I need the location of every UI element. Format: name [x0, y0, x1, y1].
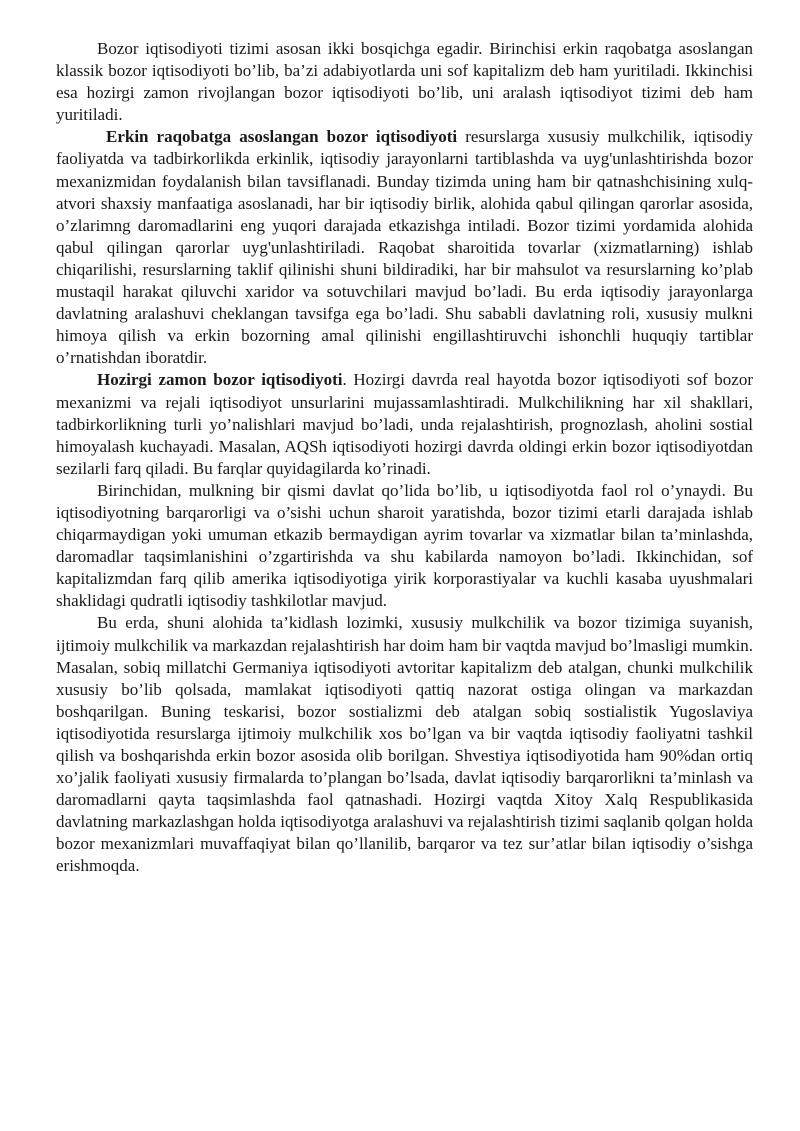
paragraph-modern-market-text: . Hozirgi davrda real hayotda bozor iqtisodiyoti sof bozor mexanizmi va rejali iqtisodiyot unsurlarini mujassamlashtiradi. Mulkchilikning har xil shakllari, tadbirkorlikning turli yo’nalishlari mavjud bo’ladi, unda rejalashtirish, prognozlash, aholini sostial himoyalash kuchayadi. Masalan, AQSh iqtisodiyoti hozirgi davrda oldingi erkin bozor iqtisodiyotdan sezilarli farq qiladi. Bu farqlar quyidagilarda ko’rinadi.	[56, 370, 754, 478]
paragraph-intro	[56, 38, 753, 126]
paragraph-examples-text: Bu erda, shuni alohida ta’kidlash lozimki, xususiy mulkchilik va bozor tizimiga suyanish, ijtimoiy mulkchilik va markazdan rejalashtirish har doim ham bir vaqtda mavjud bo’lmasligi mumkin. Masalan, sobiq millatchi Germaniya iqtisodiyoti avtoritar kapitalizm deb atalgan, chunki mulkchilik xususiy bo’lib qolsada, mamlakat iqtisodiyoti qattiq nazorat ostiga olingan va markazdan boshqarilgan. Buning teskarisi, bozor sostializmi deb atalgan sobiq sostialistik Yugoslaviya iqtisodiyotida resurslarga ijtimoiy mulkchilik xos bo’lgan va bir vaqtda iqtisodiy faoliyatni tashkil qilish va boshqarishda erkin bozor asosida olib borilgan. Shvestiya iqtisodiyotida ham 90%dan ortiq xo’jalik faoliyati xususiy firmalarda to’plangan bo’lsada, davlat iqtisodiy barqarorlikni ta’minlash va daromadlarni qayta taqsimlashda faol qatnashadi. Hozirgi vaqtda Xitoy Xalq Respublikasida davlatning markazlashgan holda iqtisodiyotga aralashuvi va rejalashtirish tizimi saqlanib qolgan holda bozor mexanizmlari muvaffaqiyat bilan qo’llanilib, barqaror va tez sur’atlar bilan iqtisodiy o’sishga erishmoqda.	[56, 613, 753, 876]
paragraph-differences-text: Birinchidan, mulkning bir qismi davlat qo’lida bo’lib, u iqtisodiyotda faol rol o’ynaydi. Bu iqtisodiyotning barqarorligi va o’sishi uchun sharoit yaratishda, bozor tizimi etarli darajada ishlab chiqarmaydigan yoki umuman etkazib bermaydigan ayrim tovarlar va xizmatlar bilan ta’minlashda, daromadlar taqsimlanishini o’zgartirishda va shu kabilarda namoyon bo’ladi. Ikkinchidan, sof kapitalizmdan farq qilib amerika iqtisodiyotiga yirik korporastiyalar va kuchli kasaba uyushmalari shaklidagi qudratli iqtisodiy tashkilotlar mavjud.	[56, 480, 753, 611]
paragraph-free-market	[56, 126, 753, 369]
paragraph-free-market-text: resurslarga xususiy mulkchilik, iqtisodiy faoliyatda va tadbirkorlikda erkinlik, iqtisodiy jarayonlarni tartiblashda va uyg'unlashtirishda bozor mexanizmidan foydalanish bilan tavsiflanadi. Bunday tizimda uning ham bir qatnashchisining xulq-atvori shaxsiy manfaatiga asoslanadi, har bir iqtisodiy birlik, alohida qabul qilingan qarorlar asosida, o’zlarimng daromadlarini eng yuqori darajada etkazishga intiladi. Bozor tizimi yordamida alohida qabul qilingan qarorlar uyg'unlashtiriladi. Raqobat sharoitida tovarlar (xizmatlarning) ishlab chiqarilishi, resurslarning taklif qilinishi shuni bildiradiki, har bir mahsulot va resurslarning ko’plab mustaqil harakat qiluvchi xaridor va sotuvchilari mavjud bo’ladi. Bu erda iqtisodiy jarayonlarga davlatning aralashuvi cheklangan tavsifga ega bo’ladi. Shu sababli davlatning roli, xususiy mulkni himoya qilish va erkin bozorning amal qilinishi engillashtiruvchi ishonchli huquqiy tartiblar o’rnatishdan iboratdir.	[56, 127, 753, 368]
paragraph-examples	[56, 612, 753, 877]
term-free-market: Erkin raqobatga asoslangan bozor iqtisodiyoti	[106, 127, 458, 147]
paragraph-modern-market	[56, 369, 753, 479]
paragraph-intro-text: Bozor iqtisodiyoti tizimi asosan ikki bosqichga egadir. Birinchisi erkin raqobatga asoslangan klassik bozor iqtisodiyoti bo’lib, ba’zi adabiyotlarda uni sof kapitalizm deb ham yuritiladi. Ikkinchisi esa hozirgi zamon rivojlangan bozor iqtisodiyoti bo’lib, uni aralash iqtisodiyot tizimi deb ham yuritiladi.	[56, 39, 753, 125]
paragraph-differences	[56, 480, 753, 613]
document-page	[56, 38, 753, 878]
term-modern-market: Hozirgi zamon bozor iqtisodiyoti	[97, 370, 343, 390]
